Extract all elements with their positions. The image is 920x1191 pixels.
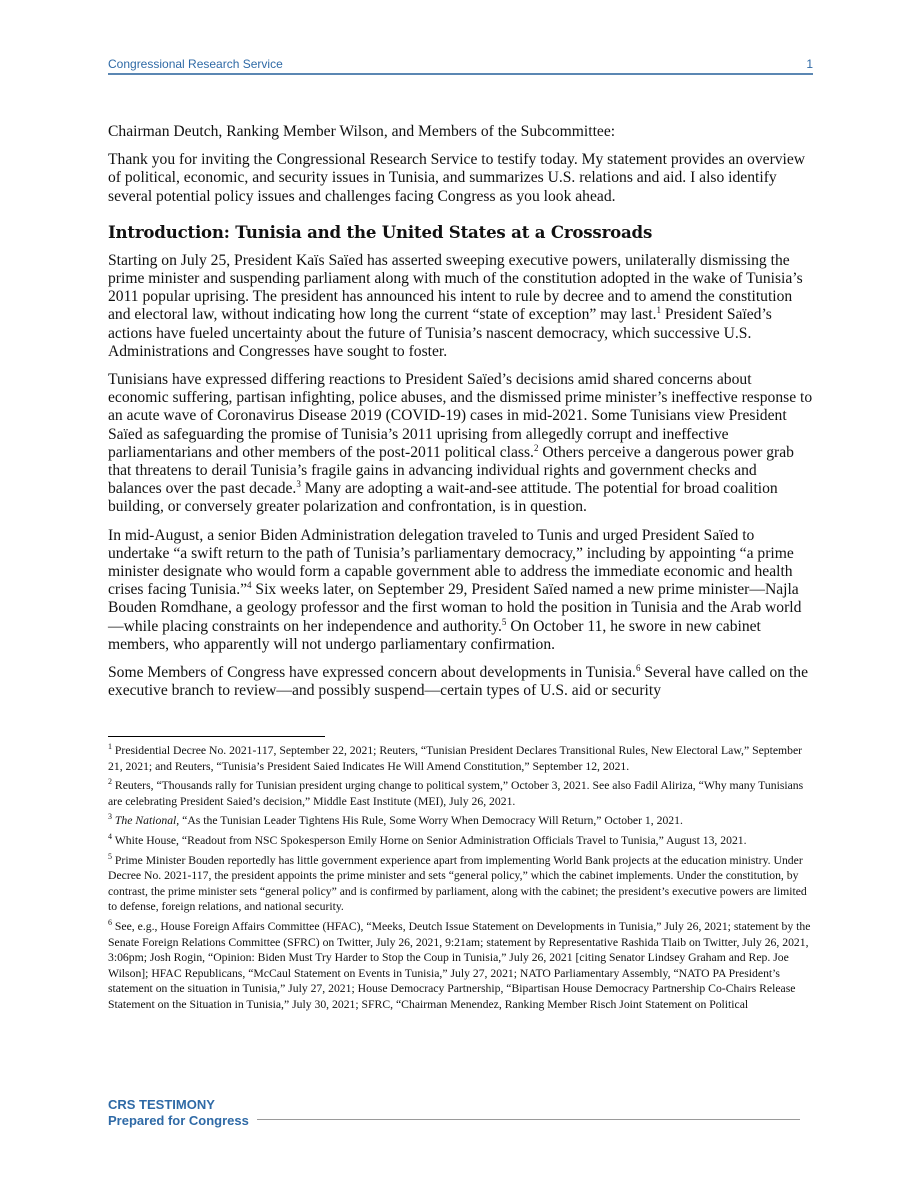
footnote-ref-4[interactable]: 4 xyxy=(247,580,252,591)
footnote-ref-3[interactable]: 3 xyxy=(296,479,301,490)
footer-rule xyxy=(257,1119,800,1120)
section-heading: Introduction: Tunisia and the United States at a Crossroads xyxy=(108,221,653,242)
header-org: Congressional Research Service xyxy=(108,57,283,71)
footnote-ref-2[interactable]: 2 xyxy=(533,442,539,453)
footnote-3: $^3$ The National, “As the Tunisian Leader Tightens His Rule, Some Worry When Democracy Will Return,” October 1, 2021. xyxy=(108,812,683,828)
footnote-ref-5[interactable]: 5 xyxy=(501,616,507,627)
intro-paragraph: Thank you for inviting the Congressional Research Service to testify today. My statement provides an overview of political, economic, and security issues in Tunisia, and summarizes U.S. relations and aid. I also identify several potential policy issues and challenges facing Congress as you look ahead. xyxy=(108,151,806,205)
footer-title: CRS TESTIMONY xyxy=(108,1097,215,1112)
page-header xyxy=(108,55,813,75)
footnote-6: $^6$ See, e.g., House Foreign Affairs Committee (HFAC), “Meeks, Deutch Issue Statement on Developments in Tunisia,” July 26, 2021; statement by the Senate Foreign Relations Committee (SFRC) on Twitter, July 26, 2021, 9:21am; statement by Representative Rashida Tlaib on Twitter, July 26, 2021, 3:06pm; Josh Rogin, “Opinion: Biden Must Try Harder to Stop the Coup in Tunisia,” July 26, 2021 [citing Senator Lindsey Graham and Rep. Joe Wilson]; HFAC Republicans, “McCaul Statement on Events in Tunisia,” July 27, 2021; NATO Parliamentary Assembly, “NATO PA President’s statement on the situation in Tunisia,” July 27, 2021; House Democracy Partnership, “Bipartisan House Democracy Partnership Co-Chairs Release Statement on the Situation in Tunisia,” July 30, 2021; SFRC, “Chairman Menendez, Ranking Member Risch Joint Statement on Political xyxy=(108,918,811,1011)
page-number: 1 xyxy=(806,57,813,71)
footer-brand xyxy=(108,1097,249,1129)
footnote-1: $^1$ Presidential Decree No. 2021-117, September 22, 2021; Reuters, “Tunisian President Declares Transitional Rules, New Electoral Law,” September 21, 2021; and Reuters, “Tunisia’s President Saied Indicates He Will Amend Constitution,” September 12, 2021. xyxy=(108,742,803,773)
paragraph-4: Some Members of Congress have expressed concern about developments in Tunisia.$^6$ Several have called on the executive branch to review—and possibly suspend—certain types of U.S. aid or security xyxy=(108,662,808,700)
paragraph-3: In mid-August, a senior Biden Administration delegation traveled to Tunis and urged President Saïed to undertake “a swift return to the path of Tunisia’s parliamentary democracy,” including by appointing “a prime minister designate who would form a capable government able to address the immediate economic and health crises facing Tunisia.”$^4$ Six weeks later, on September 29, President Saïed named a new prime minister—Najla Bouden Romdhane, a geology professor and the first woman to hold the position in Tunisia and the Arab world—while placing constraints on her independence and authority.$^5$ On October 11, he swore in new cabinet members, who apparently will not undergo parliamentary confirmation. xyxy=(108,526,802,653)
footnote-ref-1[interactable]: 1 xyxy=(656,305,661,316)
footer-subtitle: Prepared for Congress xyxy=(108,1113,249,1128)
footnote-divider xyxy=(108,736,325,737)
paragraph-2: Tunisians have expressed differing reactions to President Saïed’s decisions amid shared concerns about economic suffering, partisan infighting, police abuses, and the dismissed prime minister’s ineffective response to an acute wave of Coronavirus Disease 2019 (COVID-19) cases in mid-2021. Some Tunisians view President Saïed as safeguarding the promise of Tunisia’s 2011 uprising from allegedly corrupt and ineffective parliamentarians and other members of the post-2011 political class.$^2$ Others perceive a dangerous power grab that threatens to derail Tunisia’s fragile gains in advancing individual rights and government checks and balances over the past decade.$^3$ Many are adopting a wait-and-see attitude. The potential for broad coalition building, or conversely greater polarization and confrontation, is in question. xyxy=(108,371,813,516)
footnote-ref-6[interactable]: 6 xyxy=(635,662,641,673)
salutation: Chairman Deutch, Ranking Member Wilson, and Members of the Subcommittee: xyxy=(108,123,616,140)
footnote-5: $^5$ Prime Minister Bouden reportedly has little government experience apart from implementing World Bank projects at the education ministry. Under Decree No. 2021-117, the president appoints the prime minister and sets “general policy,” which the cabinet implements. Under the constitution, by contrast, the prime minister sets “general policy” and is confirmed by parliament, along with the cabinet; the president’s executive powers are limited to defense, foreign relations, and national security. xyxy=(108,851,807,914)
footnote-2: $^2$ Reuters, “Thousands rally for Tunisian president urging change to political system,” October 3, 2021. See also Fadil Aliriza, “Why many Tunisians are celebrating President Saied’s decision,” Middle East Institute (MEI), July 26, 2021. xyxy=(108,777,804,808)
paragraph-1: Starting on July 25, President Kaïs Saïed has asserted sweeping executive powers, unilaterally dismissing the prime minister and suspending parliament along with much of the constitution adopted in the wake of Tunisia’s 2011 popular uprising. The president has announced his intent to rule by decree and to amend the constitution and electoral law, without indicating how long the current “state of exception” may last.$^1$ President Saïed’s actions have fueled uncertainty about the future of Tunisia’s nascent democracy, which successive U.S. Administrations and Congresses have sought to foster. xyxy=(108,251,803,360)
footnotes xyxy=(108,743,813,1017)
testimony-body xyxy=(108,123,813,710)
footnote-4: $^4$ White House, “Readout from NSC Spokesperson Emily Horne on Senior Administration Officials Travel to Tunisia,” August 13, 2021. xyxy=(108,832,747,847)
